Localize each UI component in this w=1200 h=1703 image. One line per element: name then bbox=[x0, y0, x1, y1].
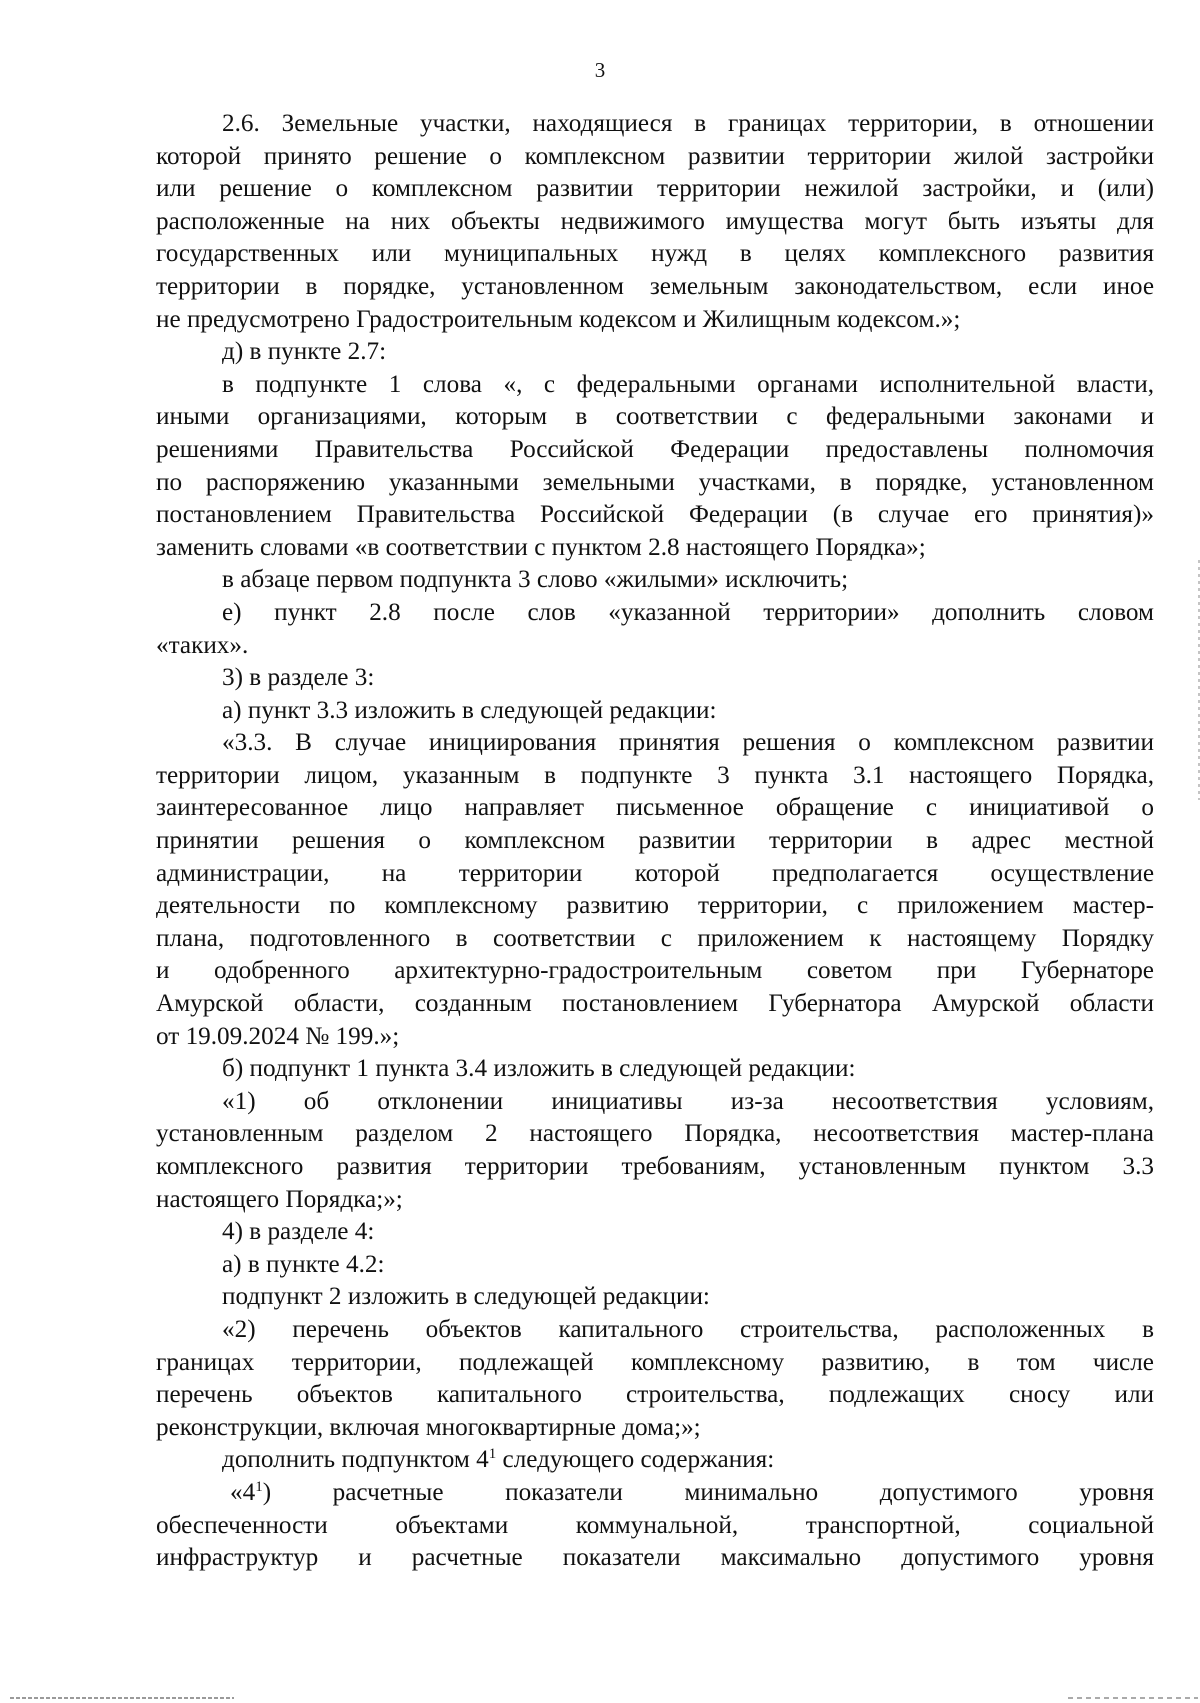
paragraph-line: или решение о комплексном развитии территории нежилой застройки, и (или) bbox=[156, 175, 1154, 203]
paragraph-line: заменить словами «в соответствии с пунктом 2.8 настоящего Порядка»; bbox=[156, 533, 926, 561]
paragraph-line: территории в порядке, установленном земельным законодательством, если иное bbox=[156, 272, 1154, 300]
paragraph-line: «3.3. В случае инициирования принятия решения о комплексном развитии bbox=[222, 729, 1154, 757]
line-segment: «$4^1$) расчетные показатели минимально допустимого уровня bbox=[230, 1478, 1154, 1506]
paragraph-line: в абзаце первом подпункта 3 слово «жилыми» исключить; bbox=[222, 566, 849, 594]
paragraph-line bbox=[156, 1477, 1154, 1510]
paragraph-line: подпункт 2 изложить в следующей редакции: bbox=[222, 1283, 710, 1311]
paragraph-line: деятельности по комплексному развитию территории, с приложением мастер- bbox=[156, 892, 1154, 920]
paragraph-line: постановлением Правительства Российской Федерации (в случае его принятия)» bbox=[156, 501, 1154, 529]
paragraph-line: комплексного развития территории требованиям, установленным пунктом 3.3 bbox=[156, 1153, 1154, 1180]
page-number: 3 bbox=[594, 58, 606, 82]
scan-edge-mark bbox=[1068, 1697, 1198, 1699]
paragraph-line: решениями Правительства Российской Федерации предоставлены полномочия bbox=[156, 435, 1154, 463]
paragraph-line: инфраструктур и расчетные показатели максимально допустимого уровня bbox=[156, 1544, 1154, 1572]
superscript: 1 bbox=[255, 1478, 263, 1495]
paragraph-line: которой принято решение о комплексном развитии территории жилой застройки bbox=[156, 142, 1154, 170]
superscript: 1 bbox=[488, 1446, 497, 1463]
paragraph-line: заинтересованное лицо направляет письменное обращение с инициативой о bbox=[156, 794, 1154, 822]
paragraph-line: 4) в разделе 4: bbox=[222, 1218, 375, 1246]
line-segment: дополнить подпунктом 4 bbox=[222, 1446, 489, 1474]
paragraph-line: настоящего Порядка;»; bbox=[156, 1185, 403, 1213]
paragraph-line: а) пункт 3.3 изложить в следующей редакции: bbox=[222, 696, 717, 724]
paragraph-line: реконструкции, включая многоквартирные дома;»; bbox=[156, 1413, 701, 1441]
paragraph-line bbox=[156, 1444, 1154, 1477]
paragraph-line: в подпункте 1 слова «, с федеральными органами исполнительной власти, bbox=[222, 370, 1154, 398]
paragraph-line: от 19.09.2024 № 199.»; bbox=[156, 1022, 400, 1050]
document-body bbox=[156, 108, 1154, 1575]
paragraph-line: 3) в разделе 3: bbox=[222, 664, 375, 692]
paragraph-line: и одобренного архитектурно-градостроительным советом при Губернаторе bbox=[156, 957, 1154, 985]
paragraph-line: д) в пункте 2.7: bbox=[222, 338, 387, 366]
paragraph-line: а) в пункте 4.2: bbox=[222, 1250, 385, 1278]
paragraph-line: границах территории, подлежащей комплексному развитию, в том числе bbox=[156, 1348, 1154, 1376]
paragraph-line: принятии решения о комплексном развитии территории в адрес местной bbox=[156, 827, 1154, 855]
paragraph-line: плана, подготовленного в соответствии с приложением к настоящему Порядку bbox=[156, 924, 1154, 952]
paragraph-line: 2.6. Земельные участки, находящиеся в границах территории, в отношении bbox=[222, 110, 1154, 137]
paragraph-line: Амурской области, созданным постановлением Губернатора Амурской области bbox=[156, 990, 1154, 1018]
paragraph-line: расположенные на них объекты недвижимого имущества могут быть изъяты для bbox=[156, 207, 1154, 235]
paragraph-line: б) подпункт 1 пункта 3.4 изложить в следующей редакции: bbox=[222, 1055, 856, 1083]
paragraph-line: е) пункт 2.8 после слов «указанной территории» дополнить словом bbox=[222, 598, 1154, 626]
paragraph-line: перечень объектов капитального строительства, подлежащих сносу или bbox=[156, 1381, 1154, 1409]
paragraph-line: государственных или муниципальных нужд в целях комплексного развития bbox=[156, 240, 1154, 268]
line-segment: следующего содержания: bbox=[502, 1446, 775, 1474]
paragraph-line: «2) перечень объектов капитального строительства, расположенных в bbox=[222, 1315, 1154, 1343]
scan-edge-mark bbox=[10, 1697, 234, 1699]
paragraph-line: по распоряжению указанными земельными участками, в порядке, установленном bbox=[156, 468, 1154, 496]
paragraph-line: администрации, на территории которой предполагается осуществление bbox=[156, 859, 1154, 887]
paragraph-line: «таких». bbox=[156, 631, 249, 659]
paragraph-line: «1) об отклонении инициативы из-за несоответствия условиям, bbox=[222, 1087, 1154, 1115]
paragraph-line: территории лицом, указанным в подпункте 3 пункта 3.1 настоящего Порядка, bbox=[156, 761, 1154, 789]
paragraph-line: обеспеченности объектами коммунальной, транспортной, социальной bbox=[156, 1511, 1154, 1539]
paragraph-line: не предусмотрено Градостроительным кодексом и Жилищным кодексом.»; bbox=[156, 305, 961, 333]
paragraph-line: иными организациями, которым в соответствии с федеральными законами и bbox=[156, 403, 1154, 431]
paragraph-line: установленным разделом 2 настоящего Порядка, несоответствия мастер-плана bbox=[156, 1120, 1154, 1148]
